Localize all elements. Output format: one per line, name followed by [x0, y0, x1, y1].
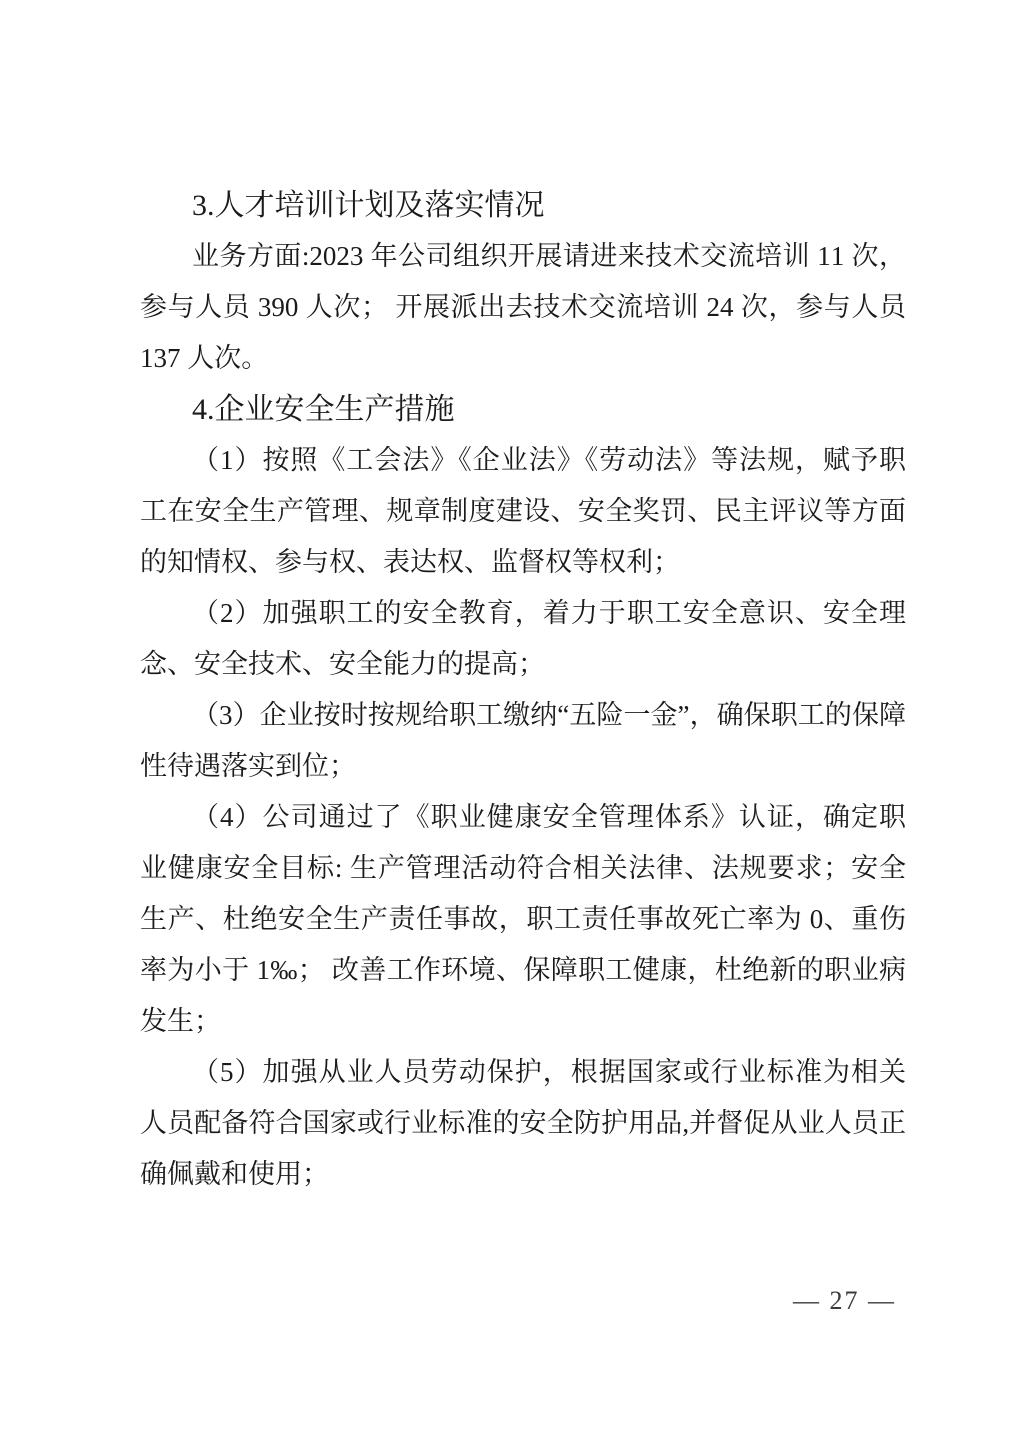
paragraph-measure-4: （4）公司通过了《职业健康安全管理体系》认证，确定职业健康安全目标: 生产管理活动符合相关法律、法规要求；安全生产、杜绝安全生产责任事故，职工责任事故死亡率为 0、重伤率为小于 1‰； 改善工作环境、保障职工健康，杜绝新的职业病发生；	[140, 802, 906, 1036]
section-heading-talent-training: 3.人才培训计划及落实情况	[192, 189, 545, 222]
paragraph-measure-1: （1）按照《工会法》《企业法》《劳动法》等法规，赋予职工在安全生产管理、规章制度建设、安全奖罚、民主评议等方面的知情权、参与权、表达权、监督权等权利；	[140, 445, 906, 577]
page-number: — 27 —	[793, 1286, 896, 1315]
page-footer	[793, 1286, 896, 1316]
section-heading-safety-measures: 4.企业安全生产措施	[192, 393, 455, 426]
document-body	[140, 180, 906, 1200]
paragraph-training-stats: 业务方面:2023 年公司组织开展请进来技术交流培训 11 次，参与人员 390 人次； 开展派出去技术交流培训 24 次，参与人员 137 人次。	[140, 241, 906, 373]
paragraph-measure-5: （5）加强从业人员劳动保护，根据国家或行业标准为相关人员配备符合国家或行业标准的安全防护用品,并督促从业人员正确佩戴和使用；	[140, 1057, 906, 1189]
paragraph-measure-2: （2）加强职工的安全教育，着力于职工安全意识、安全理念、安全技术、安全能力的提高；	[140, 598, 906, 679]
paragraph-measure-3: （3）企业按时按规给职工缴纳“五险一金”，确保职工的保障性待遇落实到位；	[140, 700, 906, 781]
